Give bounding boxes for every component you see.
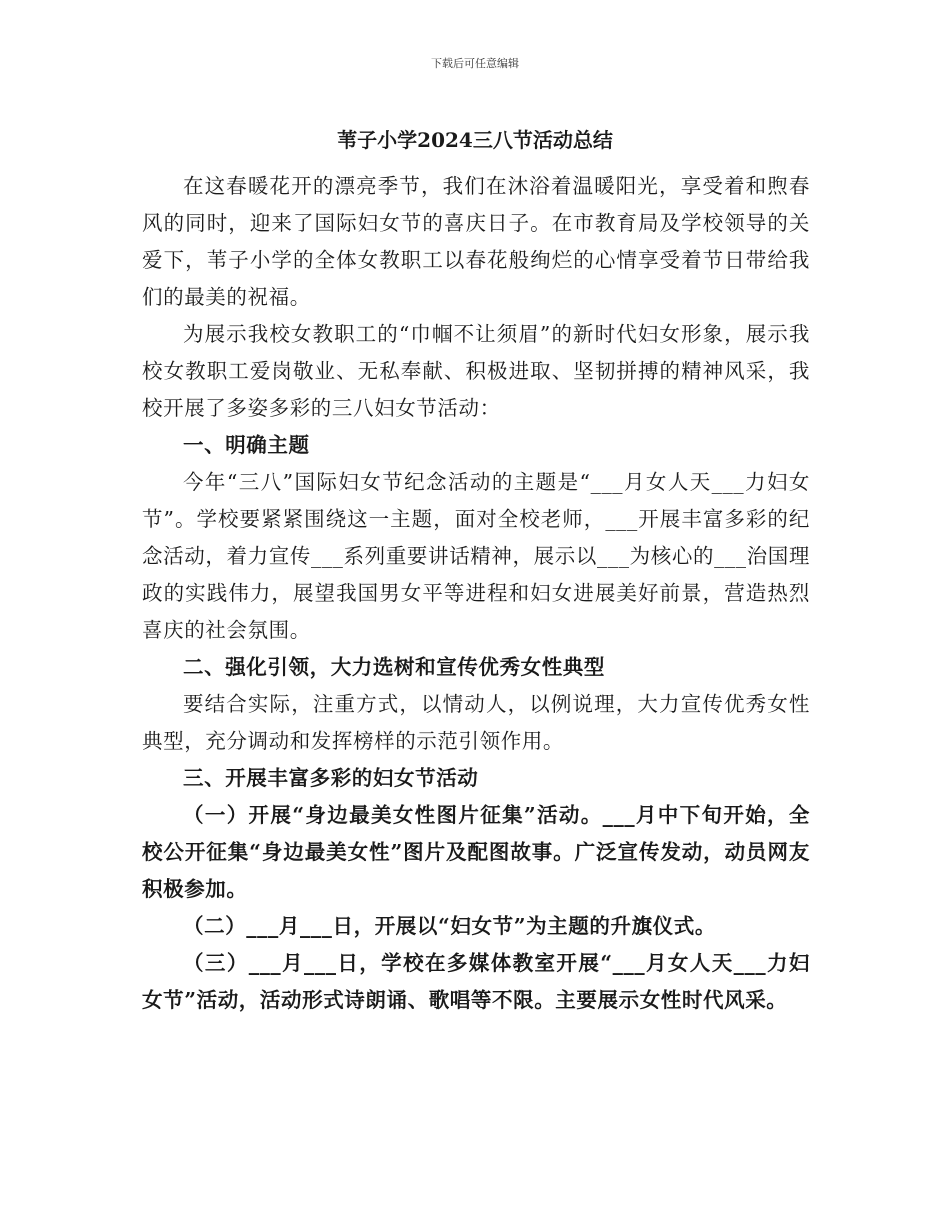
activity-item-2: （二）___月___日，开展以“妇女节”为主题的升旗仪式。 [183, 914, 716, 938]
paragraph-purpose: 为展示我校女教职工的“巾帼不让须眉”的新时代妇女形象，展示我校女教职工爱岗敬业、无私奉献、积极进取、坚韧拼搏的精神风采，我校开展了多姿多彩的三八妇女节活动： [142, 322, 810, 420]
document-body [142, 168, 810, 1019]
paragraph-guidance: 要结合实际，注重方式，以情动人，以例说理，大力宣传优秀女性典型，充分调动和发挥榜样的示范引领作用。 [142, 692, 810, 753]
section-heading-3: 三、开展丰富多彩的妇女节活动 [183, 766, 479, 790]
page-header-note: 下载后可任意编辑 [431, 57, 519, 70]
section-heading-2: 二、强化引领，大力选树和宣传优秀女性典型 [183, 655, 605, 679]
section-heading-1: 一、明确主题 [183, 433, 310, 457]
document-title: 苇子小学2024三八节活动总结 [337, 128, 613, 152]
activity-item-3: （三）___月___日，学校在多媒体教室开展“___月女人天___力妇女节”活动，活动形式诗朗诵、歌唱等不限。主要展示女性时代风采。 [142, 951, 810, 1012]
paragraph-intro: 在这春暖花开的漂亮季节，我们在沐浴着温暖阳光，享受着和煦春风的同时，迎来了国际妇女节的喜庆日子。在市教育局及学校领导的关爱下，苇子小学的全体女教职工以春花般绚烂的心情享受着节日带给我们的最美的祝福。 [142, 174, 810, 309]
activity-item-1: （一）开展“身边最美女性图片征集”活动。___月中下旬开始，全校公开征集“身边最美女性”图片及配图故事。广泛宣传发动，动员网友积极参加。 [142, 803, 810, 901]
paragraph-theme: 今年“三八”国际妇女节纪念活动的主题是“___月女人天___力妇女节”。学校要紧紧围绕这一主题，面对全校老师，___开展丰富多彩的纪念活动，着力宣传___系列重要讲话精神，展示以___为核心的___治国理政的实践伟力，展望我国男女平等进程和妇女进展美好前景，营造热烈喜庆的社会氛围。 [142, 470, 810, 642]
